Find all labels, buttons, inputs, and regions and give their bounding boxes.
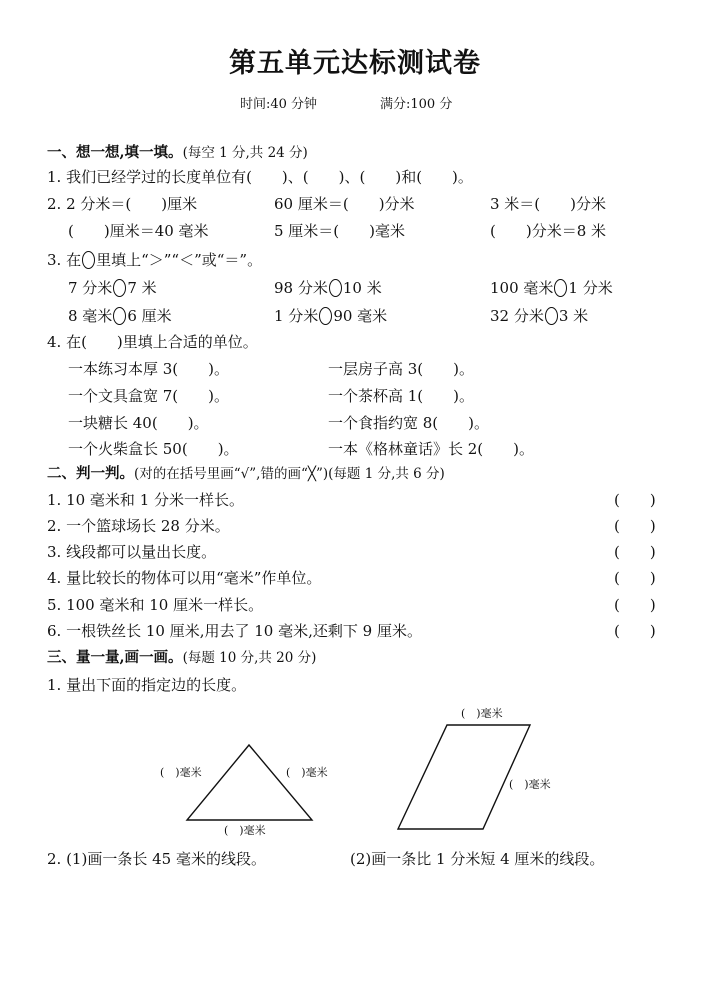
answer-paren[interactable]: ( ) (614, 517, 656, 535)
compare-item: 32 分米 3 米 (490, 307, 589, 325)
section-2-title: 二、判一判。 (47, 465, 134, 482)
compare-item: 8 毫米 6 厘米 (68, 307, 172, 325)
unit-item: 一本《格林童话》长 2( )。 (328, 440, 535, 458)
unit-item: 一本练习本厚 3( )。 (68, 360, 230, 378)
q3-1: 1. 量出下面的指定边的长度。 (47, 676, 247, 694)
judge-item: 6. 一根铁丝长 10 厘米,用去了 10 毫米,还剩下 9 厘米。 (47, 622, 422, 640)
parallelogram-right-label[interactable]: ( )毫米 (509, 778, 551, 791)
unit-item: 一层房子高 3( )。 (328, 360, 475, 378)
score-info: 满分:100 分 (380, 97, 453, 112)
section-2-note: (对的在括号里画“√”,错的画“╳”)(每题 1 分,共 6 分) (134, 466, 445, 482)
section-3-title: 三、量一量,画一画。 (47, 649, 183, 666)
compare-item: 7 分米 7 米 (68, 279, 157, 297)
time-info: 时间:40 分钟 (240, 97, 318, 112)
answer-paren[interactable]: ( ) (614, 596, 656, 614)
triangle-right-label[interactable]: ( )毫米 (286, 766, 328, 779)
q1-2-b: 60 厘米＝( )分米 (274, 195, 415, 213)
judge-item: 5. 100 毫米和 10 厘米一样长。 (47, 596, 264, 614)
q1-1: 1. 我们已经学过的长度单位有( )、( )、( )和( )。 (47, 168, 473, 186)
q1-3-rest: 里填上“＞”“＜”或“＝”。 (96, 251, 263, 269)
triangle-left-label[interactable]: ( )毫米 (160, 766, 202, 779)
q3-2-b: (2)画一条比 1 分米短 4 厘米的线段。 (350, 850, 605, 868)
unit-item: 一个火柴盒长 50( )。 (68, 440, 239, 458)
section-1-title: 一、想一想,填一填。 (47, 144, 183, 161)
page-title: 第五单元达标测试卷 (229, 48, 481, 79)
q3-2-a: 2. (1)画一条长 45 毫米的线段。 (47, 850, 266, 868)
section-3-note: (每题 10 分,共 20 分) (182, 650, 317, 666)
triangle-bottom-label[interactable]: ( )毫米 (224, 824, 266, 837)
judge-item: 1. 10 毫米和 1 分米一样长。 (47, 491, 245, 509)
answer-paren[interactable]: ( ) (614, 569, 656, 587)
unit-item: 一个食指约宽 8( )。 (328, 414, 490, 432)
section-1-note: (每空 1 分,共 24 分) (182, 145, 308, 161)
q1-2-f: ( )分米＝8 米 (490, 222, 607, 240)
judge-item: 4. 量比较长的物体可以用“毫米”作单位。 (47, 569, 322, 587)
q1-2-e: 5 厘米＝( )毫米 (274, 222, 406, 240)
parallelogram-top-label[interactable]: ( )毫米 (461, 707, 503, 720)
compare-item: 1 分米 90 毫米 (274, 307, 388, 325)
parallelogram-shape (398, 725, 530, 829)
unit-item: 一个茶杯高 1( )。 (328, 387, 475, 405)
compare-item: 98 分米 10 米 (274, 279, 382, 297)
q1-2-c: 3 米＝( )分米 (490, 195, 607, 213)
answer-paren[interactable]: ( ) (614, 491, 656, 509)
compare-item: 100 毫米 1 分米 (490, 279, 613, 297)
q1-3-lead: 3. 在 (47, 251, 82, 269)
q1-4: 4. 在( )里填上合适的单位。 (47, 333, 258, 351)
answer-paren[interactable]: ( ) (614, 622, 656, 640)
judge-item: 3. 线段都可以量出长度。 (47, 543, 217, 561)
triangle-shape (187, 745, 312, 820)
judge-item: 2. 一个篮球场长 28 分米。 (47, 517, 230, 535)
unit-item: 一个文具盒宽 7( )。 (68, 387, 230, 405)
answer-paren[interactable]: ( ) (614, 543, 656, 561)
q1-2-d: ( )厘米＝40 毫米 (68, 222, 209, 240)
q1-2-a: 2. 2 分米＝( )厘米 (47, 195, 198, 213)
unit-item: 一块糖长 40( )。 (68, 414, 209, 432)
